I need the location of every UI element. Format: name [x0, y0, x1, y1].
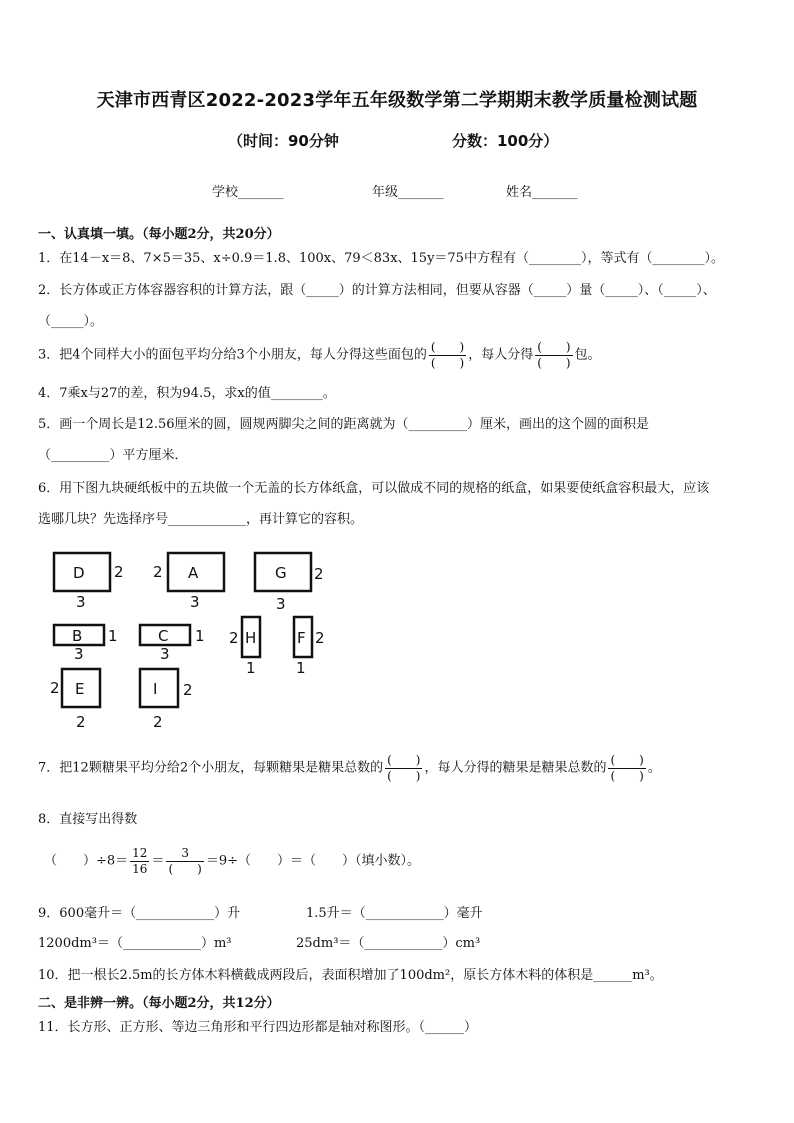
cardboard-pieces-figure — [40, 545, 340, 735]
fraction-12-16: $\frac{12}{16}$ — [132, 846, 148, 876]
fraction-3-blank[interactable]: $\frac{3}{( )}$ — [168, 846, 202, 876]
dimension: 2 — [315, 629, 325, 647]
question-8: 8．直接写出得数 — [38, 812, 138, 827]
piece-label: G — [275, 564, 287, 582]
piece-i-rect — [140, 669, 178, 707]
piece-label: H — [245, 629, 257, 647]
dimension: 2 — [153, 563, 163, 581]
dimension: 1 — [246, 659, 256, 677]
piece-label: I — [153, 680, 158, 698]
piece-label: F — [297, 629, 306, 647]
question-8-expression: （ ）÷8＝ $\frac{12}{16}$ ＝ $\frac{3}{( )}$ ＝9÷（ ）＝（ ）（填小数）。 — [44, 846, 421, 876]
question-9-c: 1200dm³＝（____________）m³ — [38, 936, 232, 951]
question-7-text-b: ，每人分得的糖果是糖果总数的 — [424, 760, 607, 776]
name-field[interactable]: 姓名_______ — [506, 185, 578, 200]
piece-label: A — [188, 564, 199, 582]
dimension: 2 — [76, 713, 86, 731]
piece-label: D — [73, 564, 85, 582]
dimension: 2 — [153, 713, 163, 731]
question-9-d: 25dm³＝（____________）cm³ — [296, 936, 481, 951]
dimension: 1 — [296, 659, 306, 677]
dimension: 2 — [229, 629, 239, 647]
dimension: 2 — [114, 563, 124, 581]
page-title: 天津市西青区2022-2023学年五年级数学第二学期期末教学质量检测试题 — [96, 90, 698, 111]
question-9-b: 1.5升＝（____________）毫升 — [306, 906, 483, 921]
score-label: 分数：100分） — [452, 132, 559, 150]
section-1-heading: 一、认真填一填。（每小题2分，共20分） — [38, 227, 280, 242]
school-field[interactable]: 学校_______ — [212, 185, 284, 200]
grade-field[interactable]: 年级_______ — [372, 185, 444, 200]
question-3-text-c: 包。 — [574, 347, 601, 363]
question-3-text-b: ，每人分得 — [468, 347, 534, 363]
piece-label: B — [72, 627, 83, 645]
question-6-line1: 6．用下图九块硬纸板中的五块做一个无盖的长方体纸盒，可以做成不同的规格的纸盒，如果要使纸盒容积最大，应该 — [38, 481, 710, 496]
question-6-line2: 选哪几块？先选择序号____________，再计算它的容积。 — [38, 512, 364, 527]
question-1: 1．在14－x＝8、7×5＝35、x÷0.9＝1.8、100x、79＜83x、15y＝75中方程有（________），等式有（________）。 — [38, 251, 724, 266]
time-label: （时间：90分钟 — [228, 132, 339, 150]
dimension: 1 — [108, 627, 118, 645]
dimension: 3 — [190, 593, 200, 611]
question-4: 4．7乘x与27的差，积为94.5，求x的值________。 — [38, 386, 336, 401]
question-9-a: 9．600毫升＝（____________）升 — [38, 906, 241, 921]
question-2-line1: 2．长方体或正方体容器容积的计算方法，跟（_____）的计算方法相同，但要从容器（_____）量（_____）、（_____）、 — [38, 283, 716, 298]
fraction-blank[interactable]: $\frac{( )}{( )}$ — [387, 753, 421, 783]
dimension: 3 — [160, 645, 170, 663]
dimension: 1 — [195, 627, 205, 645]
question-2-line2: （_____）。 — [38, 314, 104, 329]
section-2-heading: 二、是非辨一辨。（每小题2分，共12分） — [38, 996, 280, 1011]
fraction-blank[interactable]: $\frac{( )}{( )}$ — [537, 340, 571, 370]
question-11: 11．长方形、正方形、等边三角形和平行四边形都是轴对称图形。（______） — [38, 1020, 478, 1035]
question-7 — [38, 753, 661, 784]
dimension: 2 — [314, 565, 324, 583]
question-7-text-c: 。 — [647, 760, 661, 776]
question-3 — [38, 340, 601, 371]
dimension: 3 — [276, 595, 286, 613]
dimension: 3 — [76, 593, 86, 611]
question-7-text-a: 7．把12颗糖果平均分给2个小朋友，每颗糖果是糖果总数的 — [38, 760, 384, 776]
fraction-blank[interactable]: $\frac{( )}{( )}$ — [610, 753, 644, 783]
piece-label: C — [158, 627, 169, 645]
piece-label: E — [75, 680, 85, 698]
dimension: 2 — [50, 679, 60, 697]
dimension: 2 — [183, 681, 193, 699]
dimension: 3 — [74, 645, 84, 663]
question-3-text-a: 3．把4个同样大小的面包平均分给3个小朋友，每人分得这些面包的 — [38, 347, 427, 363]
question-10: 10．把一根长2.5m的长方体木料横截成两段后，表面积增加了100dm²，原长方体木料的体积是______m³。 — [38, 968, 663, 983]
fraction-blank[interactable]: $\frac{( )}{( )}$ — [430, 340, 465, 370]
question-5-line1: 5．画一个周长是12.56厘米的圆，圆规两脚尖之间的距离就为（_________）厘米，画出的这个圆的面积是 — [38, 417, 649, 432]
question-5-line2: （_________）平方厘米． — [38, 448, 188, 463]
